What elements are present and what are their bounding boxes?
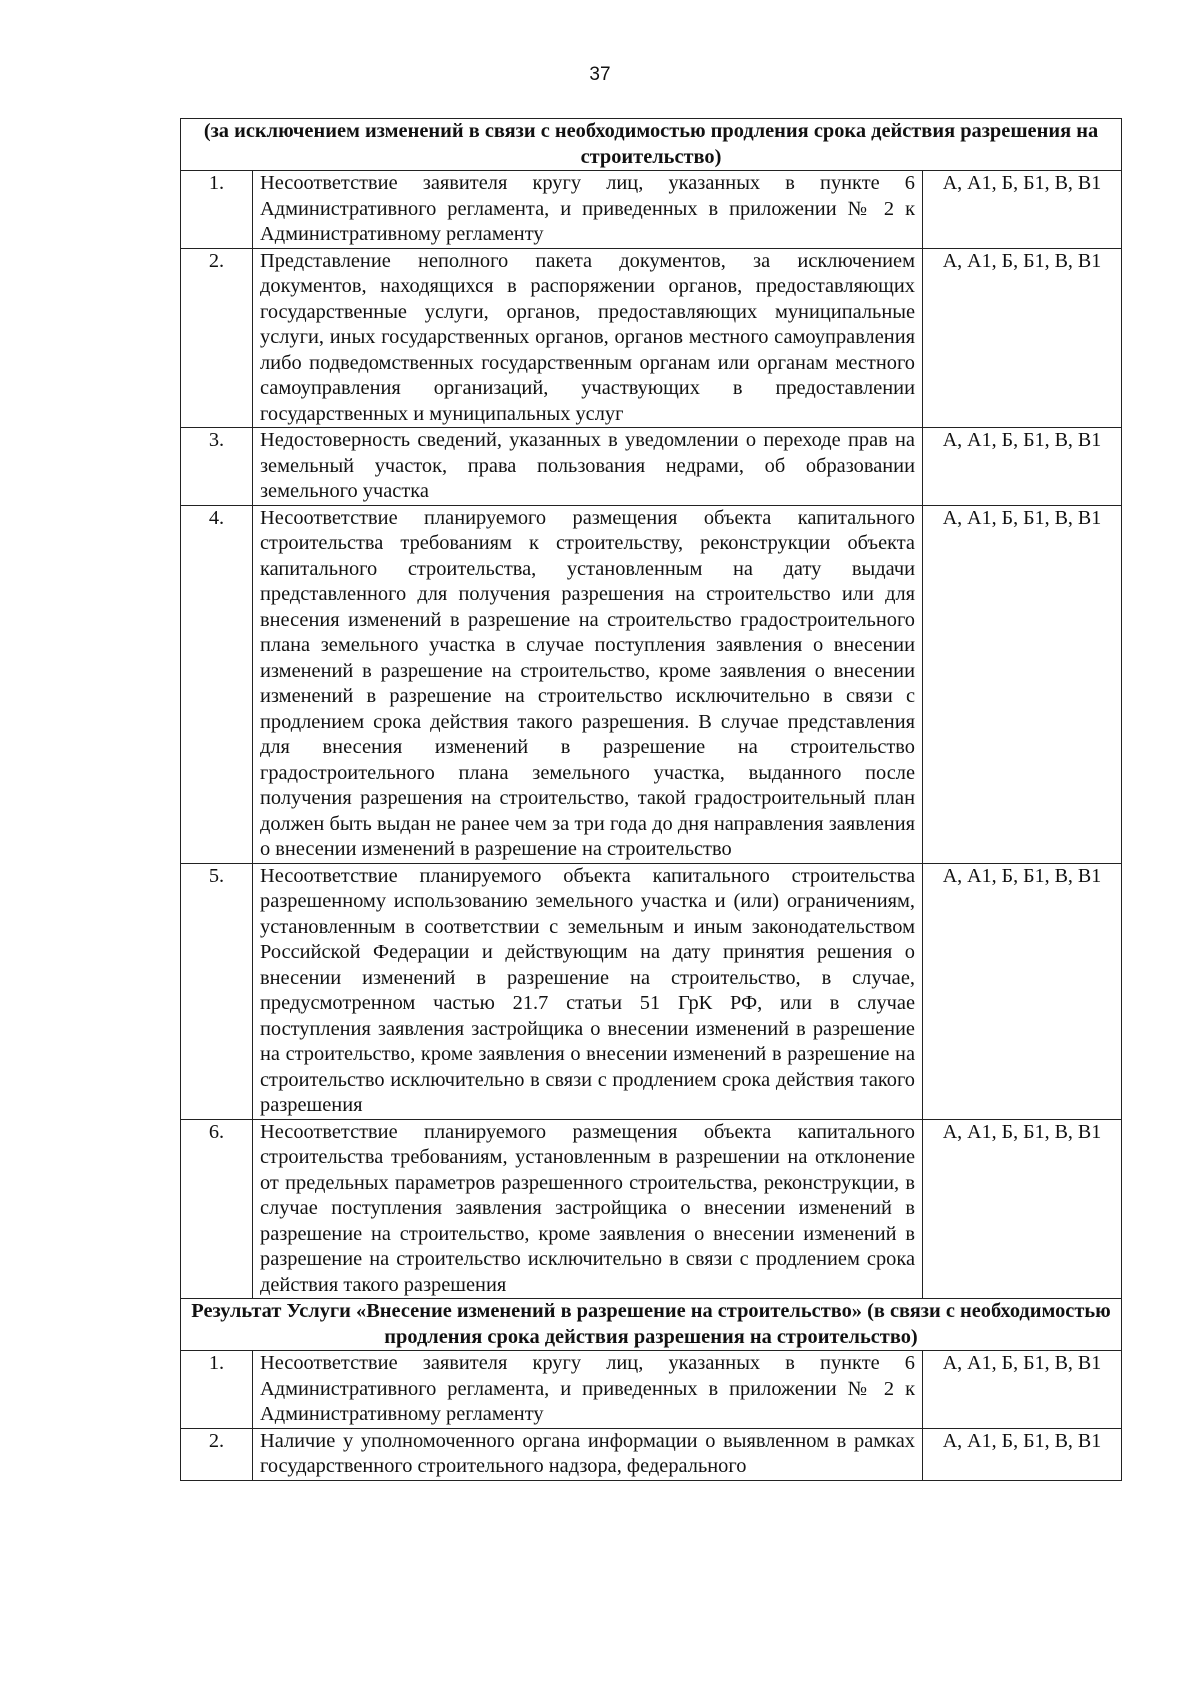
row-codes: А, А1, Б, Б1, В, В1 — [923, 1428, 1122, 1480]
section-header: Результат Услуги «Внесение изменений в разрешение на строительство» (в связи с необходимостью продления срока действия разрешения на строительство) — [181, 1299, 1122, 1351]
table-row — [181, 171, 1122, 249]
row-text: Несоответствие планируемого размещения объекта капитального строительства требованиям, установленным в разрешении на отклонение от предельных параметров разрешенного строительства, реконструкции, в случае поступления заявления застройщика о внесении изменений в разрешение на строительство, кроме заявления о внесении изменений в разрешение на строительство исключительно в связи с продлением срока действия такого разрешения — [253, 1119, 923, 1299]
page-number: 37 — [589, 64, 611, 85]
row-text: Несоответствие заявителя кругу лиц, указанных в пункте 6 Административного регламента, и приведенных в приложении № 2 к Административному регламенту — [253, 1351, 923, 1429]
row-codes: А, А1, Б, Б1, В, В1 — [923, 428, 1122, 506]
table-row — [181, 1351, 1122, 1429]
row-number: 1. — [181, 1351, 253, 1429]
table-row — [181, 248, 1122, 428]
row-text: Наличие у уполномоченного органа информации о выявленном в рамках государственного строительного надзора, федерального — [253, 1428, 923, 1480]
row-codes: А, А1, Б, Б1, В, В1 — [923, 863, 1122, 1119]
section-header-row — [181, 119, 1122, 171]
row-number: 2. — [181, 1428, 253, 1480]
row-number: 4. — [181, 505, 253, 863]
row-number: 2. — [181, 248, 253, 428]
table-row — [181, 505, 1122, 863]
table-row — [181, 1119, 1122, 1299]
table-row — [181, 1428, 1122, 1480]
row-text: Несоответствие планируемого размещения объекта капитального строительства требованиям к строительству, реконструкции объекта капитального строительства, установленным на дату выдачи представленного для получения разрешения на строительство или для внесения изменений в разрешение на строительство градостроительного плана земельного участка в случае поступления заявления о внесении изменений в разрешение на строительство, кроме заявления о внесении изменений в разрешение на строительство исключительно в связи с продлением срока действия такого разрешения. В случае представления для внесения изменений в разрешение на строительство градостроительного плана земельного участка, выданного после получения разрешения на строительство, такой градостроительный план должен быть выдан не ранее чем за три года до дня направления заявления о внесении изменений в разрешение на строительство — [253, 505, 923, 863]
row-text: Недостоверность сведений, указанных в уведомлении о переходе прав на земельный участок, права пользования недрами, об образовании земельного участка — [253, 428, 923, 506]
row-number: 1. — [181, 171, 253, 249]
row-number: 6. — [181, 1119, 253, 1299]
table-row — [181, 428, 1122, 506]
row-codes: А, А1, Б, Б1, В, В1 — [923, 1119, 1122, 1299]
row-text: Несоответствие планируемого объекта капитального строительства разрешенному использованию земельного участка и (или) ограничениям, установленным в соответствии с земельным и иным законодательством Российской Федерации и действующим на дату принятия решения о внесении изменений в разрешение на строительство, в случае, предусмотренном частью 21.7 статьи 51 ГрК РФ, или в случае поступления заявления застройщика о внесении изменений в разрешение на строительство, кроме заявления о внесении изменений в разрешение на строительство исключительно в связи с продлением срока действия такого разрешения — [253, 863, 923, 1119]
row-number: 3. — [181, 428, 253, 506]
refusal-grounds-table — [180, 118, 1122, 1481]
row-text: Несоответствие заявителя кругу лиц, указанных в пункте 6 Административного регламента, и приведенных в приложении № 2 к Административному регламенту — [253, 171, 923, 249]
row-codes: А, А1, Б, Б1, В, В1 — [923, 171, 1122, 249]
section-header: (за исключением изменений в связи с необходимостью продления срока действия разрешения на строительство) — [181, 119, 1122, 171]
row-codes: А, А1, Б, Б1, В, В1 — [923, 248, 1122, 428]
row-text: Представление неполного пакета документов, за исключением документов, находящихся в распоряжении органов, предоставляющих государственные услуги, органов, предоставляющих муниципальные услуги, иных государственных органов, органов местного самоуправления либо подведомственных государственным органам или органам местного самоуправления организаций, участвующих в предоставлении государственных и муниципальных услуг — [253, 248, 923, 428]
row-codes: А, А1, Б, Б1, В, В1 — [923, 1351, 1122, 1429]
table-row — [181, 863, 1122, 1119]
row-codes: А, А1, Б, Б1, В, В1 — [923, 505, 1122, 863]
row-number: 5. — [181, 863, 253, 1119]
section-header-row — [181, 1299, 1122, 1351]
